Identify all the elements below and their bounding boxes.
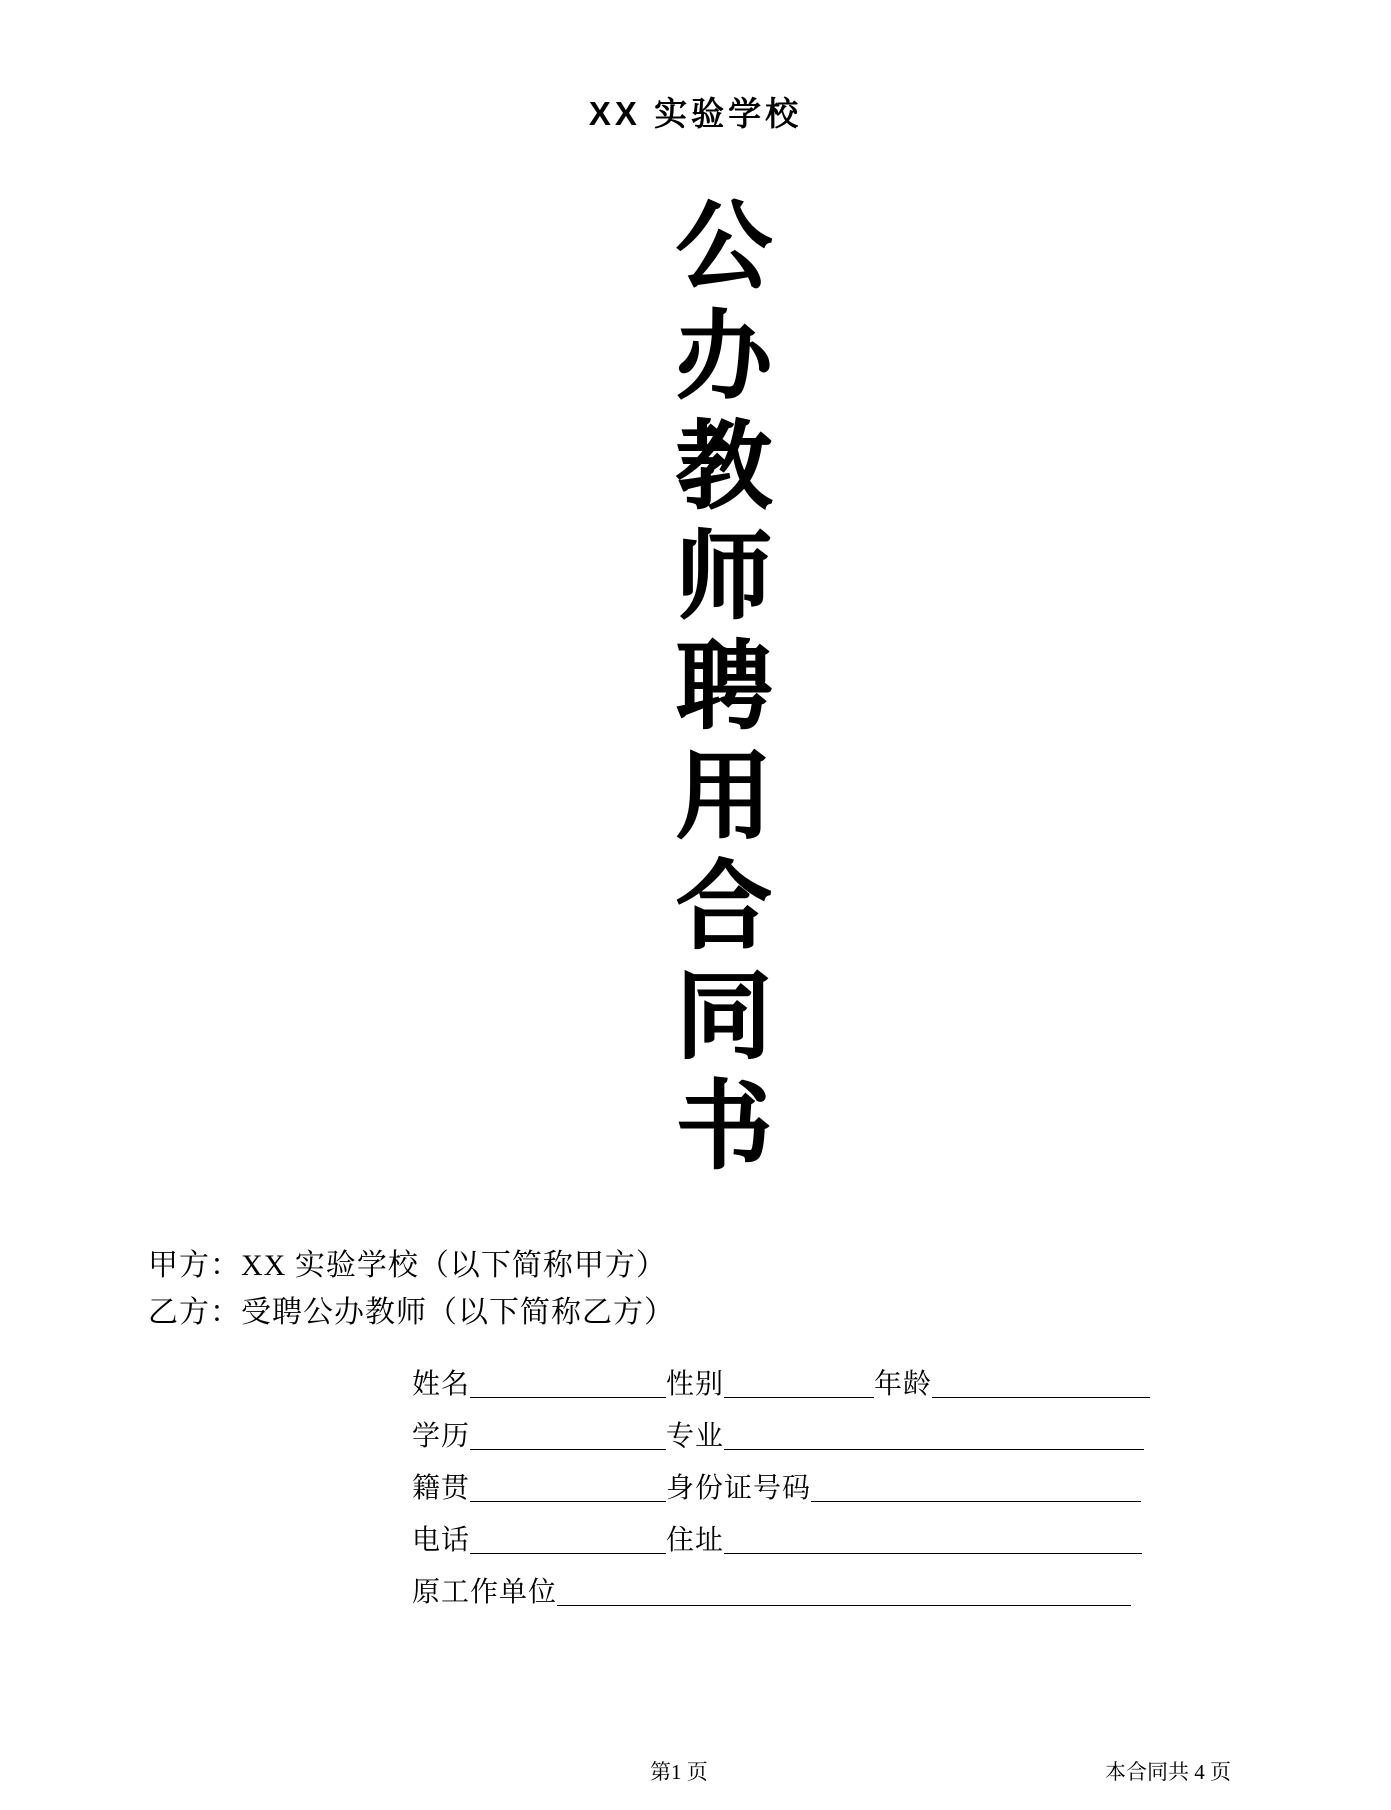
applicant-fields bbox=[412, 1350, 1251, 1610]
name-label: 姓名 bbox=[412, 1369, 471, 1401]
document-title: 公办教师聘用合同书 bbox=[662, 195, 770, 1185]
id-number-input[interactable] bbox=[811, 1471, 1141, 1502]
page-footer bbox=[140, 1756, 1251, 1786]
native-place-input[interactable] bbox=[470, 1471, 666, 1502]
field-row-nativeplace-id bbox=[412, 1454, 1251, 1506]
footer-total-pages: 本合同共 4 页 bbox=[1105, 1760, 1231, 1784]
field-row-former-employer bbox=[412, 1558, 1251, 1610]
vertical-title-container bbox=[140, 195, 1251, 1185]
party-a-line: 甲方：XX 实验学校（以下简称甲方） bbox=[148, 1249, 667, 1282]
parties-block bbox=[140, 1243, 1251, 1336]
phone-input[interactable] bbox=[470, 1523, 666, 1554]
field-row-name-gender-age bbox=[412, 1350, 1251, 1402]
former-employer-input[interactable] bbox=[557, 1575, 1131, 1606]
gender-label: 性别 bbox=[666, 1369, 725, 1401]
school-name-heading: XX 实验学校 bbox=[588, 95, 803, 132]
major-label: 专业 bbox=[666, 1421, 725, 1453]
native-place-label: 籍贯 bbox=[412, 1473, 471, 1505]
phone-label: 电话 bbox=[412, 1525, 471, 1557]
id-number-label: 身份证号码 bbox=[666, 1473, 812, 1505]
field-row-education-major bbox=[412, 1402, 1251, 1454]
major-input[interactable] bbox=[724, 1419, 1144, 1450]
gender-input[interactable] bbox=[724, 1367, 874, 1398]
former-employer-label: 原工作单位 bbox=[412, 1577, 558, 1609]
education-label: 学历 bbox=[412, 1421, 471, 1453]
document-page bbox=[0, 88, 1391, 1810]
field-row-phone-address bbox=[412, 1506, 1251, 1558]
address-label: 住址 bbox=[666, 1525, 725, 1557]
footer-page-number: 第1 页 bbox=[650, 1760, 708, 1784]
party-b-line: 乙方：受聘公办教师（以下简称乙方） bbox=[148, 1295, 675, 1329]
age-label: 年龄 bbox=[874, 1369, 933, 1401]
name-input[interactable] bbox=[470, 1367, 666, 1398]
education-input[interactable] bbox=[470, 1419, 666, 1450]
age-input[interactable] bbox=[932, 1367, 1150, 1398]
address-input[interactable] bbox=[724, 1523, 1142, 1554]
